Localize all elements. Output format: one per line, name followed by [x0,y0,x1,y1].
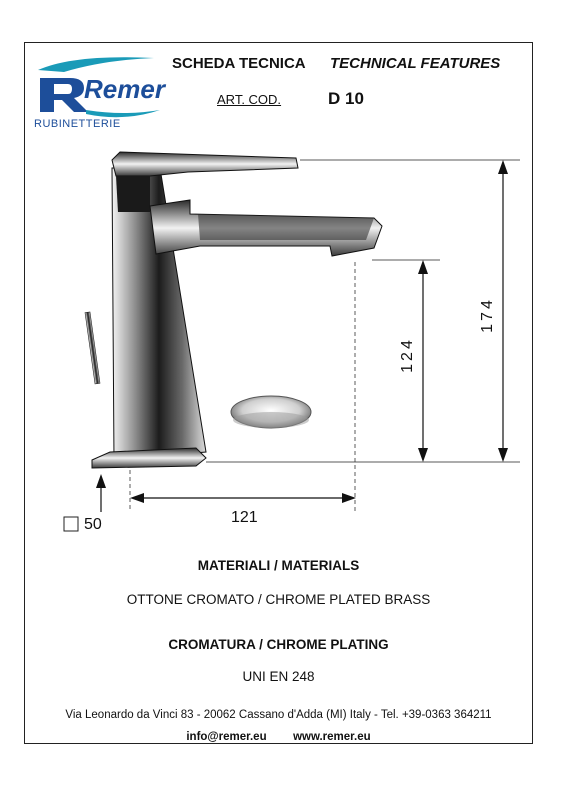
dim-reach: 121 [231,509,258,526]
dim-hole: 50 [84,516,102,533]
faucet-base [92,448,206,468]
dim-spout-height: 124 [398,337,416,373]
title-english: TECHNICAL FEATURES [330,55,501,72]
footer-contacts [24,727,533,745]
materials-value-row [24,592,533,607]
footer-address-row [24,709,533,721]
plating-title: CROMATURA / CHROME PLATING [168,637,389,652]
footer-website[interactable]: www.remer.eu [293,731,371,743]
faucet-lever [112,152,298,176]
materials-value: OTTONE CROMATO / CHROME PLATED BRASS [126,592,431,607]
brand-name: Remer [84,74,165,104]
plating-section [24,637,533,652]
materials-section [24,558,533,573]
brand-subtitle: RUBINETTERIE [34,118,121,130]
art-code-value: D 10 [328,89,364,108]
materials-title: MATERIALI / MATERIALS [197,558,360,573]
footer-email[interactable]: info@remer.eu [186,731,267,743]
title-italian: SCHEDA TECNICA [172,55,306,72]
hole-square-icon [64,517,78,531]
plating-value-row [24,669,533,684]
popup-rod [85,312,100,384]
plating-value: UNI EN 248 [242,669,315,684]
footer-address: Via Leonardo da Vinci 83 - 20062 Cassano d'Adda (MI) Italy - Tel. +39-0363 364211 [65,709,492,721]
dim-total-height: 174 [478,297,496,333]
art-code-label: ART. COD. [217,92,282,107]
